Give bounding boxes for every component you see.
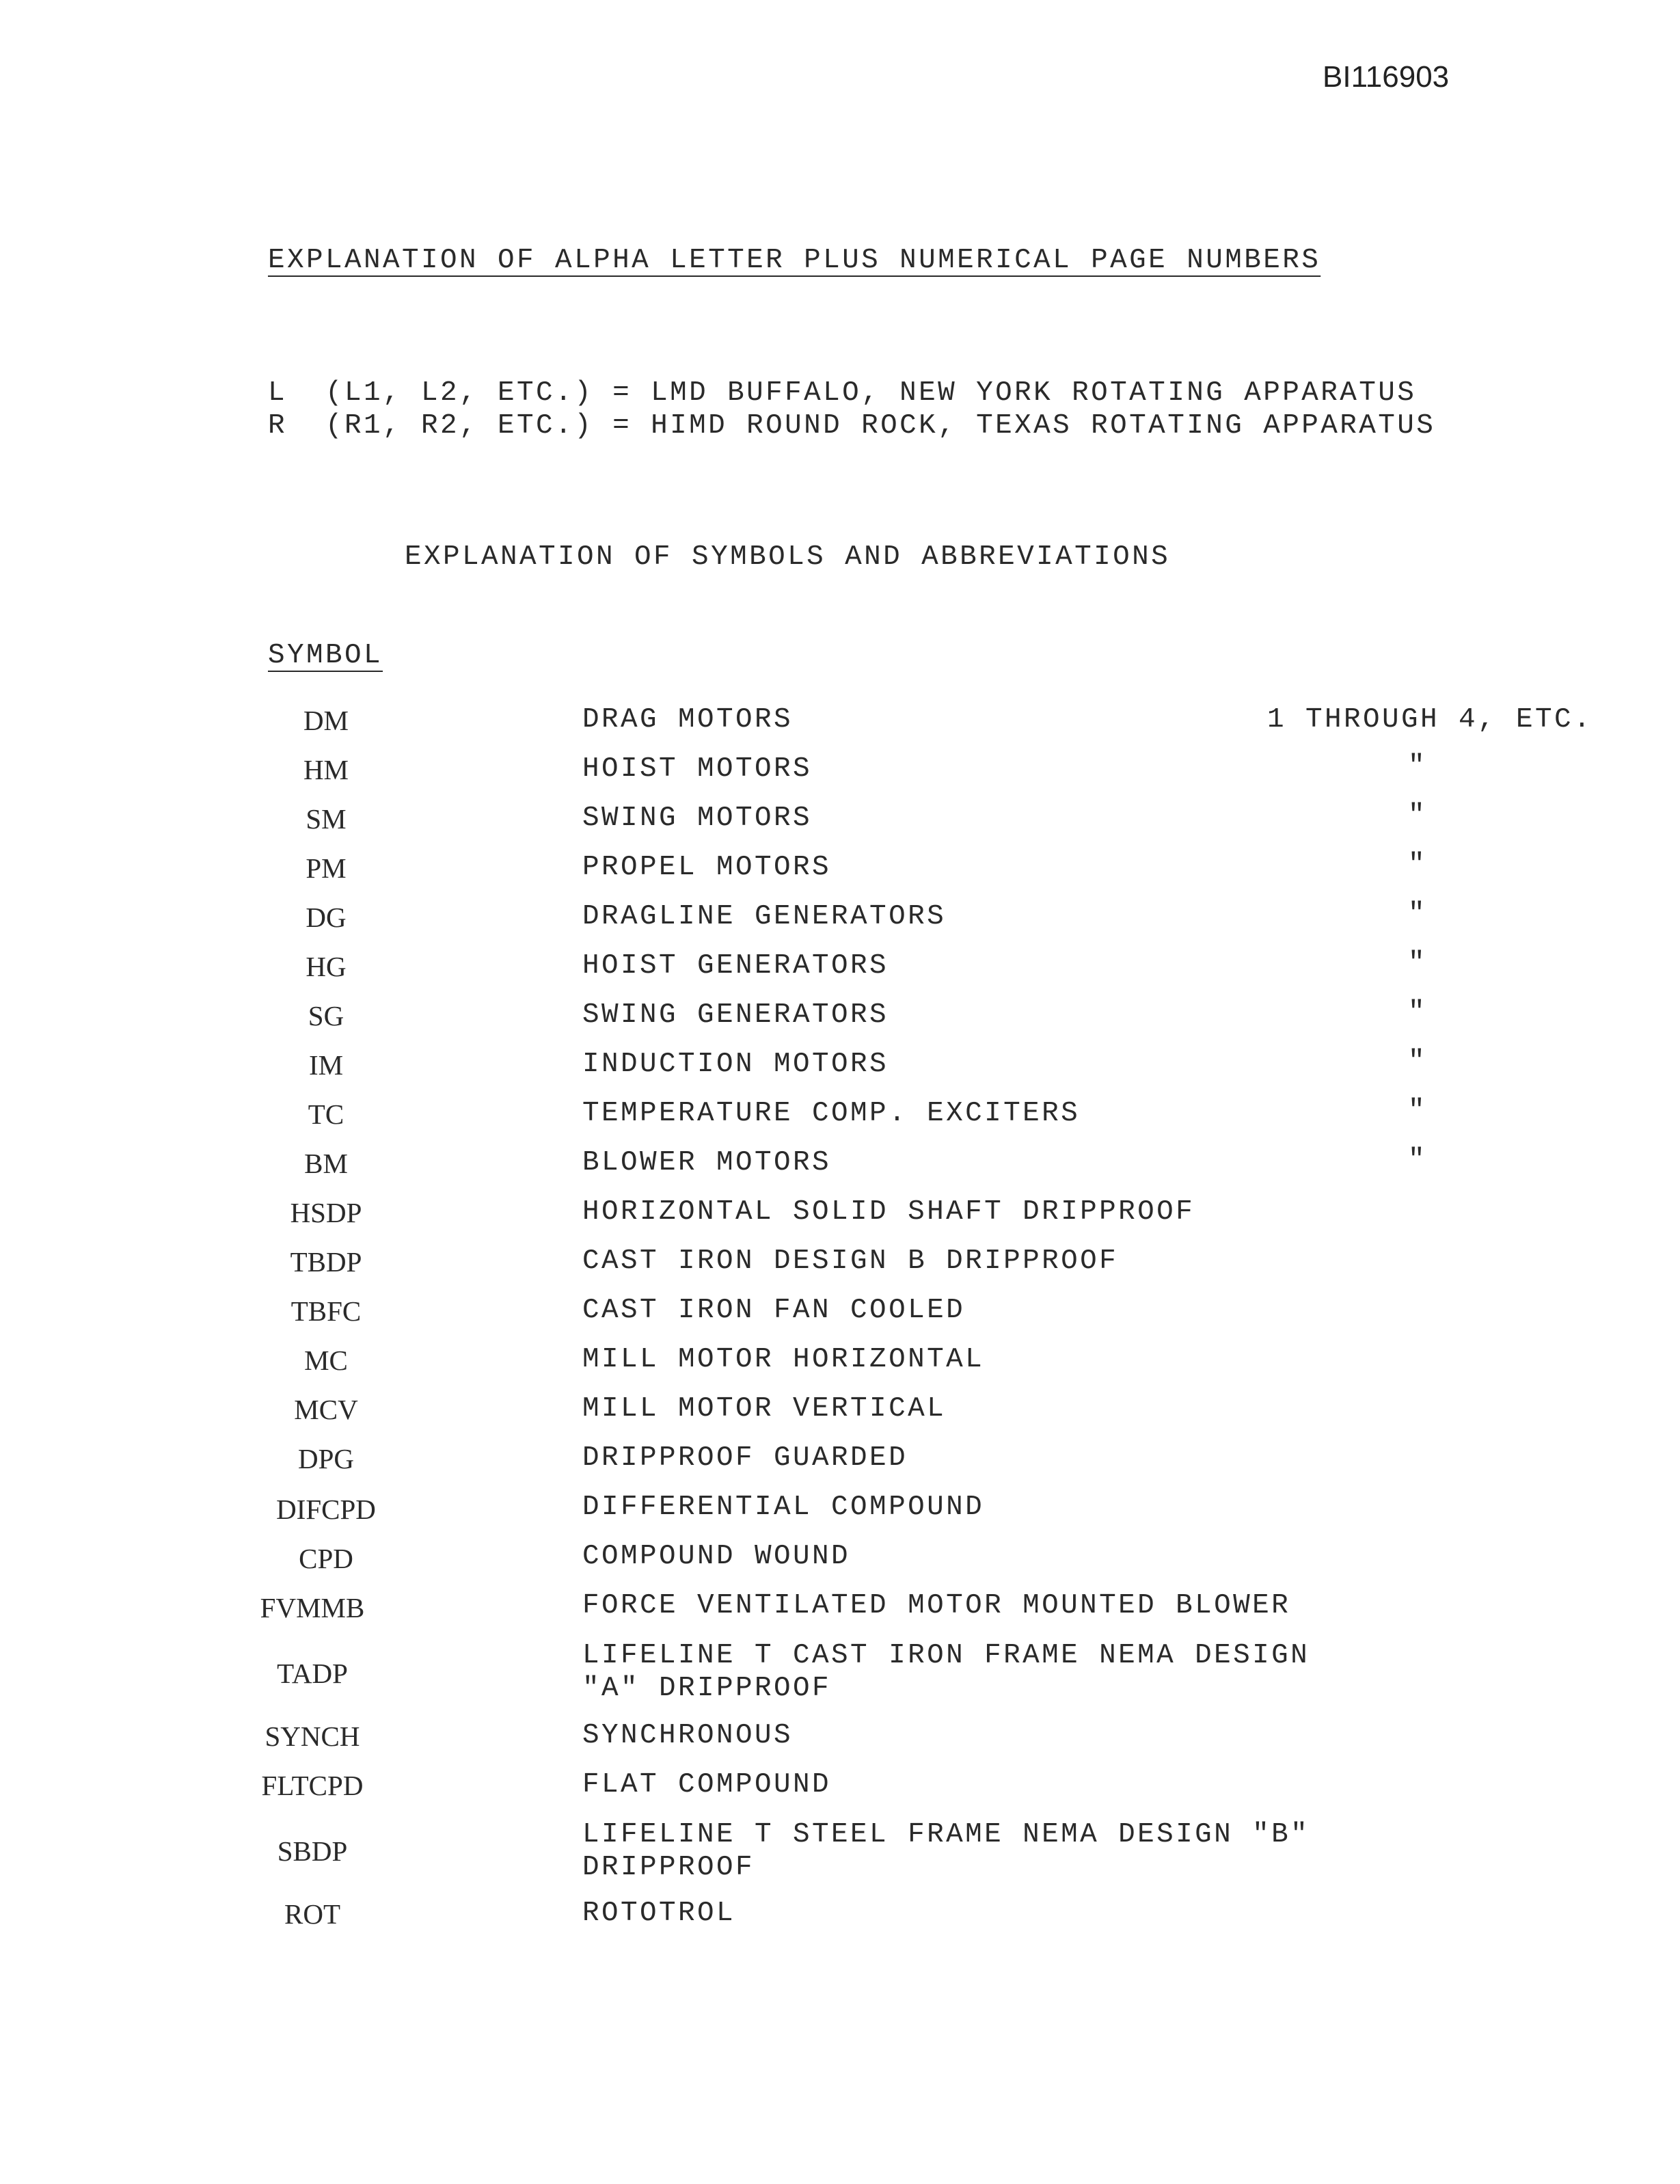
symbol-column-header: SYMBOL — [268, 640, 383, 671]
desc-dm: DRAG MOTORS — [582, 704, 794, 736]
symbol-dpg: DPG — [297, 1443, 355, 1474]
desc-hm: HOIST MOTORS — [582, 753, 813, 785]
desc-sbdp: LIFELINE T STEEL FRAME NEMA DESIGN "B" DRIPPROOF — [582, 1819, 1310, 1883]
desc-difcpd: DIFFERENTIAL COMPOUND — [582, 1492, 985, 1523]
desc-fvmmb: FORCE VENTILATED MOTOR MOUNTED BLOWER — [582, 1590, 1291, 1621]
symbol-tadp: TADP — [277, 1658, 348, 1689]
desc-hsdp: HORIZONTAL SOLID SHAFT DRIPPROOF — [582, 1196, 1195, 1228]
desc-mcv: MILL MOTOR VERTICAL — [582, 1393, 947, 1425]
symbol-fvmmb: FVMMB — [260, 1592, 365, 1623]
ditto-mark: " — [1408, 1144, 1428, 1176]
symbol-dm: DM — [303, 705, 349, 736]
symbol-hsdp: HSDP — [290, 1197, 362, 1228]
symbol-cpd: CPD — [299, 1543, 353, 1574]
desc-tc: TEMPERATURE COMP. EXCITERS — [582, 1098, 1081, 1129]
desc-tbfc: CAST IRON FAN COOLED — [582, 1295, 966, 1326]
symbol-tbfc: TBFC — [290, 1295, 362, 1327]
symbol-im: IM — [308, 1049, 344, 1081]
ditto-mark: " — [1408, 898, 1428, 930]
ditto-mark: " — [1408, 1095, 1428, 1127]
section-title-page-numbers: EXPLANATION OF ALPHA LETTER PLUS NUMERICAL PAGE NUMBERS — [268, 245, 1321, 276]
desc-sg: SWING GENERATORS — [582, 999, 889, 1031]
desc-dg: DRAGLINE GENERATORS — [582, 901, 947, 932]
section-title-symbols: EXPLANATION OF SYMBOLS AND ABBREVIATIONS — [405, 541, 1171, 573]
symbol-tbdp: TBDP — [290, 1246, 362, 1278]
desc-mc: MILL MOTOR HORIZONTAL — [582, 1344, 985, 1375]
document-id: BI116903 — [1323, 60, 1450, 94]
desc-synch: SYNCHRONOUS — [582, 1720, 794, 1751]
desc-tbdp: CAST IRON DESIGN B DRIPPROOF — [582, 1245, 1119, 1277]
desc-pm: PROPEL MOTORS — [582, 852, 832, 883]
symbol-bm: BM — [304, 1148, 348, 1179]
desc-hg: HOIST GENERATORS — [582, 950, 889, 982]
ditto-mark: " — [1408, 947, 1428, 979]
desc-im: INDUCTION MOTORS — [582, 1049, 889, 1080]
desc-fltcpd: FLAT COMPOUND — [582, 1769, 832, 1801]
ditto-mark: " — [1408, 849, 1428, 880]
desc-rot: ROTOTROL — [582, 1898, 736, 1929]
ditto-mark: " — [1408, 1046, 1428, 1077]
desc-sm: SWING MOTORS — [582, 803, 813, 834]
desc-bm: BLOWER MOTORS — [582, 1147, 832, 1178]
symbol-mcv: MCV — [294, 1394, 358, 1425]
symbol-dg: DG — [306, 902, 347, 933]
symbol-synch: SYNCH — [265, 1721, 360, 1752]
desc-dpg: DRIPPROOF GUARDED — [582, 1442, 908, 1474]
symbol-mc: MC — [304, 1345, 348, 1376]
range-note: 1 THROUGH 4, ETC. — [1267, 704, 1593, 736]
symbol-sbdp: SBDP — [277, 1835, 348, 1867]
ditto-mark: " — [1408, 751, 1428, 782]
symbol-hg: HG — [306, 951, 347, 982]
symbol-tc: TC — [308, 1098, 344, 1130]
page-prefix-line-l: L (L1, L2, ETC.) = LMD BUFFALO, NEW YORK ROTATING APPARATUS — [268, 377, 1417, 409]
desc-tadp: LIFELINE T CAST IRON FRAME NEMA DESIGN "A" DRIPPROOF — [582, 1640, 1310, 1704]
symbol-hm: HM — [303, 754, 349, 785]
symbol-fltcpd: FLTCPD — [261, 1770, 364, 1801]
symbol-pm: PM — [306, 852, 347, 884]
symbol-difcpd: DIFCPD — [276, 1494, 376, 1525]
symbol-sg: SG — [308, 1000, 344, 1032]
ditto-mark: " — [1408, 997, 1428, 1028]
desc-cpd: COMPOUND WOUND — [582, 1541, 851, 1572]
ditto-mark: " — [1408, 800, 1428, 831]
symbol-rot: ROT — [284, 1898, 340, 1930]
page-prefix-line-r: R (R1, R2, ETC.) = HIMD ROUND ROCK, TEXAS ROTATING APPARATUS — [268, 410, 1436, 442]
symbol-sm: SM — [306, 803, 347, 835]
